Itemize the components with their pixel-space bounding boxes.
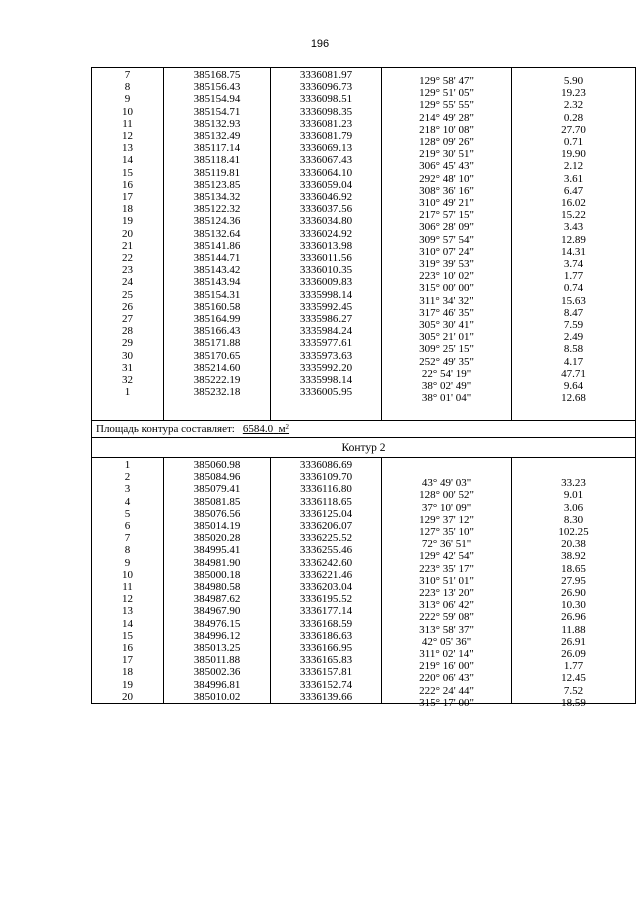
point-number: 8 [92, 81, 164, 93]
x-coordinate: 384981.90 [164, 557, 271, 569]
x-coordinate: 384967.90 [164, 605, 271, 617]
direction-angle: 309° 25' 15" [382, 343, 512, 355]
segment-length: 20.38 [512, 538, 636, 550]
point-number: 14 [92, 618, 164, 630]
x-coordinate: 385154.94 [164, 93, 271, 105]
direction-angle: 127° 35' 10" [382, 526, 512, 538]
point-number: 22 [92, 252, 164, 264]
x-coordinate: 385011.88 [164, 654, 271, 666]
x-coordinate: 385222.19 [164, 374, 271, 386]
point-number: 25 [92, 289, 164, 301]
segment-length: 2.32 [512, 99, 636, 111]
direction-angle: 128° 00' 52" [382, 489, 512, 501]
x-coordinate: 385014.19 [164, 520, 271, 532]
x-coordinate: 385164.99 [164, 313, 271, 325]
x-coordinate: 385166.43 [164, 325, 271, 337]
x-coordinate: 385119.81 [164, 167, 271, 179]
x-coordinate: 384980.58 [164, 581, 271, 593]
coordinates-table [91, 67, 636, 709]
y-coordinate: 3336098.35 [271, 106, 382, 118]
x-coordinate: 385154.31 [164, 289, 271, 301]
area-row [92, 421, 636, 437]
x-coordinate: 385079.41 [164, 483, 271, 495]
direction-angle: 310° 49' 21" [382, 197, 512, 209]
y-coordinate: 3336096.73 [271, 81, 382, 93]
segment-length: 0.71 [512, 136, 636, 148]
segment-length: 33.23 [512, 477, 636, 489]
point-number: 16 [92, 642, 164, 654]
segment-length: 3.61 [512, 173, 636, 185]
segment-length: 14.31 [512, 246, 636, 258]
point-number: 7 [92, 532, 164, 544]
point-number: 13 [92, 605, 164, 617]
direction-angle: 223° 10' 02" [382, 270, 512, 282]
y-coordinate: 3336005.95 [271, 386, 382, 398]
direction-angle: 218° 10' 08" [382, 124, 512, 136]
segment-length: 47.71 [512, 368, 636, 380]
y-coordinate: 3336206.07 [271, 520, 382, 532]
y-coordinate: 3336255.46 [271, 544, 382, 556]
y-coordinate: 3335986.27 [271, 313, 382, 325]
point-number: 14 [92, 154, 164, 166]
segment-length: 9.64 [512, 380, 636, 392]
direction-angle: 219° 30' 51" [382, 148, 512, 160]
point-number: 26 [92, 301, 164, 313]
y-coordinate: 3336157.81 [271, 666, 382, 678]
segment-length: 26.91 [512, 636, 636, 648]
x-coordinate: 385076.56 [164, 508, 271, 520]
segment-length: 1.77 [512, 270, 636, 282]
y-coordinate: 3336125.04 [271, 508, 382, 520]
x-coordinate: 385132.64 [164, 228, 271, 240]
x-coordinate: 385124.36 [164, 215, 271, 227]
segment-length: 6.47 [512, 185, 636, 197]
segment-length: 3.74 [512, 258, 636, 270]
direction-angle: 38° 01' 04" [382, 392, 512, 404]
direction-angle: 292° 48' 10" [382, 173, 512, 185]
direction-angle: 129° 42' 54" [382, 550, 512, 562]
point-number: 8 [92, 544, 164, 556]
segment-length: 0.74 [512, 282, 636, 294]
point-number: 30 [92, 350, 164, 362]
point-number: 29 [92, 337, 164, 349]
x-coordinate: 385118.41 [164, 154, 271, 166]
direction-angle: 223° 13' 20" [382, 587, 512, 599]
segment-length: 27.70 [512, 124, 636, 136]
y-coordinate: 3336086.69 [271, 457, 382, 471]
y-coordinate: 3335992.20 [271, 362, 382, 374]
direction-angle: 43° 49' 03" [382, 477, 512, 489]
point-number: 1 [92, 457, 164, 471]
y-coordinate: 3336109.70 [271, 471, 382, 483]
point-number: 27 [92, 313, 164, 325]
segment-length: 2.49 [512, 331, 636, 343]
area-unit: м [278, 423, 286, 436]
x-coordinate: 385000.18 [164, 569, 271, 581]
table-row [92, 457, 636, 471]
segment-length: 19.90 [512, 148, 636, 160]
segment-length: 27.95 [512, 575, 636, 587]
segment-length: 9.01 [512, 489, 636, 501]
y-coordinate: 3336059.04 [271, 179, 382, 191]
direction-angle: 315° 17' 00" [382, 697, 512, 710]
y-coordinate: 3336013.98 [271, 240, 382, 252]
segment-length: 19.23 [512, 87, 636, 99]
y-coordinate: 3336011.56 [271, 252, 382, 264]
point-number: 20 [92, 228, 164, 240]
contour-2-rows [92, 457, 636, 709]
segment-length: 102.25 [512, 526, 636, 538]
point-number: 9 [92, 557, 164, 569]
point-number: 18 [92, 203, 164, 215]
y-coordinate: 3336116.80 [271, 483, 382, 495]
point-number: 21 [92, 240, 164, 252]
x-coordinate: 385143.94 [164, 276, 271, 288]
segment-length: 12.45 [512, 672, 636, 684]
segment-length: 1.77 [512, 660, 636, 672]
direction-angle: 129° 51' 05" [382, 87, 512, 99]
area-value [243, 423, 289, 435]
x-coordinate: 384976.15 [164, 618, 271, 630]
y-coordinate: 3336081.97 [271, 68, 382, 82]
y-coordinate: 3336203.04 [271, 581, 382, 593]
segment-length: 3.43 [512, 221, 636, 233]
x-coordinate: 385122.32 [164, 203, 271, 215]
area-label: Площадь контура составляет: [96, 423, 235, 436]
y-coordinate: 3335998.14 [271, 289, 382, 301]
y-coordinate: 3336046.92 [271, 191, 382, 203]
y-coordinate: 3335977.61 [271, 337, 382, 349]
point-number: 17 [92, 654, 164, 666]
point-number: 1 [92, 386, 164, 398]
y-coordinate: 3336177.14 [271, 605, 382, 617]
x-coordinate: 385214.60 [164, 362, 271, 374]
segment-length: 12.89 [512, 234, 636, 246]
y-coordinate: 3336168.59 [271, 618, 382, 630]
x-coordinate: 384996.12 [164, 630, 271, 642]
direction-angle: 222° 24' 44" [382, 685, 512, 697]
direction-angle: 129° 58' 47" [382, 74, 512, 88]
segment-length: 2.12 [512, 160, 636, 172]
y-coordinate: 3336034.80 [271, 215, 382, 227]
segment-length [512, 463, 636, 477]
point-number: 16 [92, 179, 164, 191]
y-coordinate: 3335992.45 [271, 301, 382, 313]
x-coordinate: 385132.93 [164, 118, 271, 130]
y-coordinate: 3336067.43 [271, 154, 382, 166]
point-number: 11 [92, 581, 164, 593]
point-number: 12 [92, 130, 164, 142]
contour-2-title-row [92, 437, 636, 457]
x-coordinate: 385002.36 [164, 666, 271, 678]
direction-angle: 306° 45' 43" [382, 160, 512, 172]
x-coordinate: 385144.71 [164, 252, 271, 264]
contour-2-title: Контур 2 [92, 437, 636, 457]
y-coordinate: 3335973.63 [271, 350, 382, 362]
segment-length: 0.28 [512, 112, 636, 124]
y-coordinate: 3336139.66 [271, 691, 382, 704]
direction-angle: 37° 10' 09" [382, 502, 512, 514]
x-coordinate: 385081.85 [164, 496, 271, 508]
direction-angle: 214° 49' 28" [382, 112, 512, 124]
x-coordinate: 385141.86 [164, 240, 271, 252]
x-coordinate: 385020.28 [164, 532, 271, 544]
y-coordinate: 3336225.52 [271, 532, 382, 544]
segment-length: 38.92 [512, 550, 636, 562]
direction-angle: 311° 34' 32" [382, 295, 512, 307]
direction-angle: 313° 58' 37" [382, 624, 512, 636]
x-coordinate: 385160.58 [164, 301, 271, 313]
direction-angle: 317° 46' 35" [382, 307, 512, 319]
y-coordinate: 3336152.74 [271, 679, 382, 691]
direction-angle: 313° 06' 42" [382, 599, 512, 611]
direction-angle: 315° 00' 00" [382, 282, 512, 294]
direction-angle: 22° 54' 19" [382, 368, 512, 380]
direction-angle: 129° 37' 12" [382, 514, 512, 526]
point-number: 19 [92, 215, 164, 227]
direction-angle: 308° 36' 16" [382, 185, 512, 197]
point-number: 28 [92, 325, 164, 337]
x-coordinate: 385084.96 [164, 471, 271, 483]
x-coordinate: 385134.32 [164, 191, 271, 203]
segment-length: 15.63 [512, 295, 636, 307]
x-coordinate: 385143.42 [164, 264, 271, 276]
direction-angle: 310° 07' 24" [382, 246, 512, 258]
y-coordinate: 3336098.51 [271, 93, 382, 105]
direction-angle: 319° 39' 53" [382, 258, 512, 270]
x-coordinate: 384996.81 [164, 679, 271, 691]
direction-angle: 72° 36' 51" [382, 538, 512, 550]
point-number: 15 [92, 630, 164, 642]
x-coordinate: 385170.65 [164, 350, 271, 362]
y-coordinate: 3335984.24 [271, 325, 382, 337]
segment-length: 8.58 [512, 343, 636, 355]
point-number: 6 [92, 520, 164, 532]
point-number: 13 [92, 142, 164, 154]
direction-angle: 217° 57' 15" [382, 209, 512, 221]
direction-angle: 252° 49' 35" [382, 356, 512, 368]
segment-length: 18.59 [512, 697, 636, 710]
direction-angle: 305° 21' 01" [382, 331, 512, 343]
segment-length: 12.68 [512, 392, 636, 404]
y-coordinate: 3336037.56 [271, 203, 382, 215]
x-coordinate: 385117.14 [164, 142, 271, 154]
direction-angle: 38° 02' 49" [382, 380, 512, 392]
y-coordinate: 3336064.10 [271, 167, 382, 179]
segment-length: 11.88 [512, 624, 636, 636]
segment-length: 5.90 [512, 74, 636, 88]
direction-angle: 305° 30' 41" [382, 319, 512, 331]
segment-length: 16.02 [512, 197, 636, 209]
point-number: 2 [92, 471, 164, 483]
y-coordinate: 3336009.83 [271, 276, 382, 288]
segment-length: 26.09 [512, 648, 636, 660]
x-coordinate: 385168.75 [164, 68, 271, 82]
segment-length: 8.47 [512, 307, 636, 319]
x-coordinate: 385232.18 [164, 386, 271, 398]
y-coordinate: 3336165.83 [271, 654, 382, 666]
y-coordinate: 3336242.60 [271, 557, 382, 569]
segment-length: 4.17 [512, 356, 636, 368]
x-coordinate: 384987.62 [164, 593, 271, 605]
segment-length: 7.52 [512, 685, 636, 697]
segment-length: 18.65 [512, 563, 636, 575]
segment-length: 15.22 [512, 209, 636, 221]
area-cell [92, 421, 636, 437]
y-coordinate: 3336069.13 [271, 142, 382, 154]
point-number: 11 [92, 118, 164, 130]
point-number: 3 [92, 483, 164, 495]
area-number: 6584.0 [242, 423, 274, 436]
x-coordinate: 385154.71 [164, 106, 271, 118]
y-coordinate: 3336081.23 [271, 118, 382, 130]
page-number: 196 [310, 38, 330, 50]
point-number: 20 [92, 691, 164, 704]
y-coordinate: 3336166.95 [271, 642, 382, 654]
direction-angle: 129° 55' 55" [382, 99, 512, 111]
direction-angle: 220° 06' 43" [382, 672, 512, 684]
direction-angle: 219° 16' 00" [382, 660, 512, 672]
contour-1-rows [92, 68, 636, 405]
y-coordinate: 3336221.46 [271, 569, 382, 581]
direction-angle: 310° 51' 01" [382, 575, 512, 587]
table-row [92, 68, 636, 82]
point-number: 7 [92, 68, 164, 82]
area-exponent: 2 [285, 423, 290, 432]
x-coordinate: 385013.25 [164, 642, 271, 654]
x-coordinate: 385132.49 [164, 130, 271, 142]
point-number: 24 [92, 276, 164, 288]
y-coordinate: 3336010.35 [271, 264, 382, 276]
y-coordinate: 3336186.63 [271, 630, 382, 642]
y-coordinate: 3336118.65 [271, 496, 382, 508]
point-number: 18 [92, 666, 164, 678]
direction-angle [382, 463, 512, 477]
point-number: 17 [92, 191, 164, 203]
x-coordinate: 385171.88 [164, 337, 271, 349]
direction-angle: 309° 57' 54" [382, 234, 512, 246]
point-number: 19 [92, 679, 164, 691]
direction-angle: 306° 28' 09" [382, 221, 512, 233]
x-coordinate: 385123.85 [164, 179, 271, 191]
y-coordinate: 3336024.92 [271, 228, 382, 240]
point-number: 10 [92, 569, 164, 581]
point-number: 15 [92, 167, 164, 179]
point-number: 5 [92, 508, 164, 520]
x-coordinate: 384995.41 [164, 544, 271, 556]
point-number: 31 [92, 362, 164, 374]
x-coordinate: 385156.43 [164, 81, 271, 93]
x-coordinate: 385060.98 [164, 457, 271, 471]
direction-angle: 311° 02' 14" [382, 648, 512, 660]
segment-length: 7.59 [512, 319, 636, 331]
point-number: 4 [92, 496, 164, 508]
point-number: 12 [92, 593, 164, 605]
direction-angle: 42° 05' 36" [382, 636, 512, 648]
y-coordinate: 3336081.79 [271, 130, 382, 142]
segment-length: 8.30 [512, 514, 636, 526]
y-coordinate: 3336195.52 [271, 593, 382, 605]
y-coordinate: 3335998.14 [271, 374, 382, 386]
segment-length: 26.96 [512, 611, 636, 623]
point-number: 9 [92, 93, 164, 105]
segment-length: 26.90 [512, 587, 636, 599]
x-coordinate: 385010.02 [164, 691, 271, 704]
direction-angle: 222° 59' 08" [382, 611, 512, 623]
point-number: 32 [92, 374, 164, 386]
segment-length: 10.30 [512, 599, 636, 611]
direction-angle: 223° 35' 17" [382, 563, 512, 575]
segment-length: 3.06 [512, 502, 636, 514]
direction-angle: 128° 09' 26" [382, 136, 512, 148]
point-number: 10 [92, 106, 164, 118]
point-number: 23 [92, 264, 164, 276]
